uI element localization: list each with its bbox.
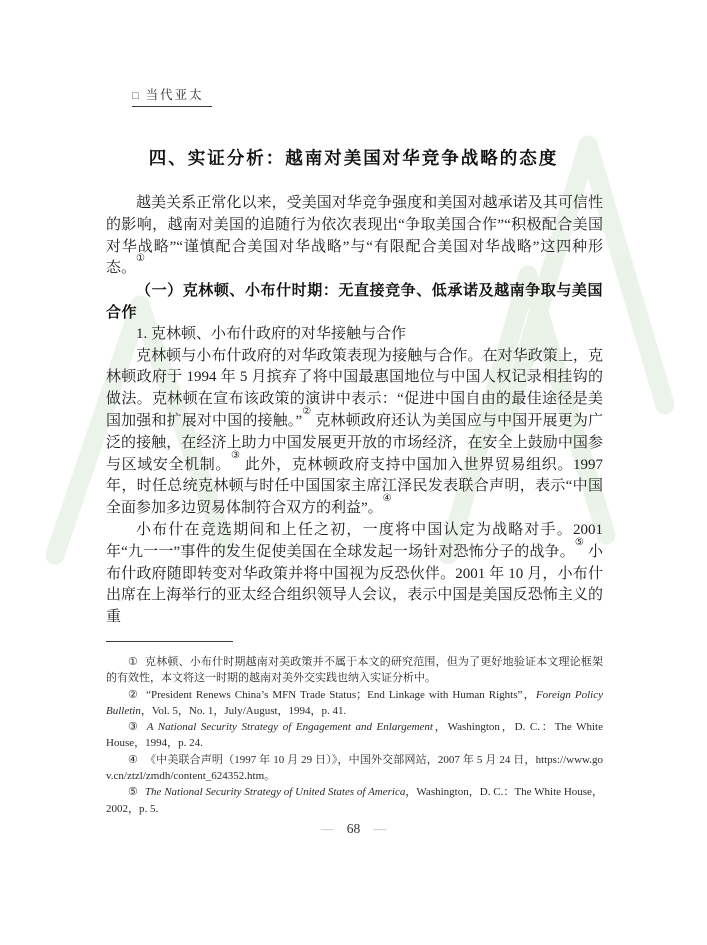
footnotes [106, 641, 603, 817]
footnote-3 [106, 719, 603, 752]
footnote-separator [106, 641, 233, 642]
footnote-text: 克林顿、小布什时期越南对美政策并不属于本文的研究范围，但为了更好地验证本文理论框架的有效性，本文将这一时期的越南对美外交实践也纳入实证分析中。 [106, 656, 603, 685]
footnote-text: 《中美联合声明（1997 年 10 月 29 日）》，中国外交部网站，2007 年 5 月 24 日， [145, 753, 536, 766]
journal-box-icon: □ [132, 90, 139, 102]
text-run: 小布什政府随即转变对华政策并将中国视为反恐伙伴。2001 年 10 月，小布什出席在上海举行的亚太经合组织领导人会议，表示中国是美国反恐怖主义的重 [106, 543, 603, 626]
text-run: 越美关系正常化以来，受美国对华竞争强度和美国对越承诺及其可信性的影响，越南对美国的追随行为依次表现出“争取美国合作”“积极配合美国对华战略”“谨慎配合美国对华战略”与“有限配合美国对华战略”这四种形态。 [106, 195, 603, 277]
footnote-book-title: A National Security Strategy of Engagement and Enlargement [146, 721, 433, 734]
footnote-ref-1: ① [136, 253, 145, 265]
footnote-5 [106, 784, 603, 817]
page-number-dash-right: — [373, 821, 387, 836]
footnote-text: ，Washington，D. C.：The White House，1994，p. 24. [106, 721, 603, 750]
page-number-dash-left: — [320, 821, 334, 836]
text-run: 小布什在竞选期间和上任之初，一度将中国认定为战略对手。2001 年“九一一”事件的发生促使美国在全球发起一场针对恐怖分子的战争。 [106, 521, 603, 560]
footnote-book-title: The National Security Strategy of United States of America [144, 786, 406, 799]
footnote-number: ④ [128, 753, 139, 766]
footnote-text: “President Renews China’s MFN Trade Status；End Linkage with Human Rights”， [146, 688, 536, 701]
footnote-4 [106, 752, 603, 785]
page-number-value: 68 [346, 821, 361, 836]
numbered-subheading: 1. 克林顿、小布什政府的对华接触与合作 [136, 325, 407, 342]
text-run: 克林顿政府还认为美国应与中国开展更为广泛的接触，在经济上助力中国发展更开放的市场经济，在安全上鼓励中国参与区域安全机制。 [106, 412, 603, 473]
footnote-2 [106, 687, 603, 720]
paragraph-clinton-policy [106, 346, 603, 520]
footnote-ref-3: ③ [230, 449, 241, 461]
footnote-ref-2: ② [302, 405, 312, 417]
subsection-heading: （一）克林顿、小布什时期：无直接竞争、低承诺及越南争取与美国合作 [106, 282, 603, 321]
footnote-ref-4: ④ [382, 493, 392, 505]
footnote-text: ，Vol. 5，No. 1，July/August，1994，p. 41. [140, 704, 347, 717]
paragraph-bush-policy [106, 520, 603, 629]
section-title: 四、实证分析：越南对美国对华竞争战略的态度 [148, 148, 559, 168]
text-run: 克林顿与小布什政府的对华政策表现为接触与合作。在对华政策上，克林顿政府于 1994 年 5 月摈弃了将中国最惠国地位与中国人权记录相挂钩的做法。克林顿在宣布该政策的演讲中表示：“促进中国自由的最佳途径是美国加强和扩展对中国的接触。” [106, 347, 603, 429]
journal-header [132, 85, 212, 107]
page-number [0, 821, 707, 837]
paragraph-intro [106, 193, 603, 280]
footnote-1 [106, 654, 603, 687]
footnote-number: ② [128, 688, 140, 701]
footnote-number: ① [128, 656, 139, 668]
footnote-url: https://www.gov.cn/ztzl/zmdh/content_624352.htm [106, 753, 603, 783]
footnote-ref-5: ⑤ [574, 536, 585, 548]
footnote-text: 。 [264, 770, 276, 783]
text-run: 此外，克林顿政府支持中国加入世界贸易组织。1997 年，时任总统克林顿与时任中国国家主席江泽民发表联合声明，表示“中国全面参加多边贸易体制符合双方的利益”。 [106, 456, 603, 517]
body-text [106, 193, 603, 629]
journal-name: 当代亚太 [145, 88, 204, 102]
footnote-number: ③ [128, 721, 140, 734]
footnote-text: ，Washington，D. C.：The White House，2002，p. 5. [106, 786, 603, 815]
footnote-journal-title: Foreign Policy Bulletin [106, 688, 603, 717]
footnote-number: ⑤ [128, 786, 138, 799]
